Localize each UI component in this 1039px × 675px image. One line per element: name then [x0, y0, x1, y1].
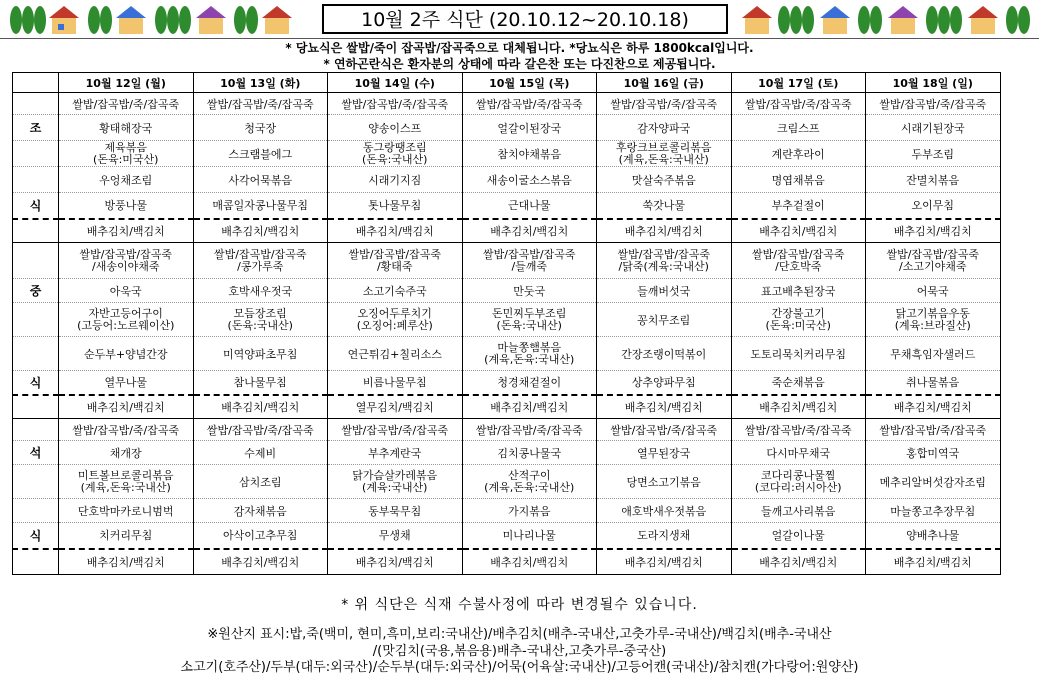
menu-cell: 도토리묵치커리무침 [731, 337, 866, 371]
meal-label-spacer [13, 395, 59, 419]
day-header: 10월 16일 (금) [597, 73, 732, 93]
menu-cell: 오이무침 [866, 193, 1001, 219]
day-header: 10월 14일 (수) [328, 73, 463, 93]
origin-line-2: /(맛김치(국용,볶음용)배추-국내산,고춧가루-중국산) [372, 644, 667, 659]
menu-cell: 죽순채볶음 [731, 371, 866, 395]
day-header: 10월 15일 (목) [462, 73, 597, 93]
menu-cell: 산적구이 (계육,돈육:국내산) [462, 465, 597, 499]
menu-cell: 호박새우젓국 [193, 279, 328, 303]
meal-label-bottom: 식 [13, 523, 59, 549]
menu-cell: 두부조림 [866, 141, 1001, 167]
menu-cell: 비름나물무침 [328, 371, 463, 395]
diabetic-note: * 당뇨식은 쌀밥/죽이 잡곡밥/잡곡죽으로 대체됩니다. *당뇨식은 하루 1800kcal입니다. [285, 41, 754, 55]
day-header: 10월 18일 (일) [866, 73, 1001, 93]
menu-cell: 동그랑땡조림 (돈육:국내산) [328, 141, 463, 167]
menu-cell: 배추김치/백김치 [462, 395, 597, 419]
village-decoration [4, 0, 304, 38]
menu-cell: 얼갈이된장국 [462, 115, 597, 141]
menu-cell: 꽁치무조림 [597, 303, 732, 337]
menu-cell: 코다리콩나물찜 (코다리:러시아산) [731, 465, 866, 499]
menu-row [13, 337, 1001, 371]
menu-cell: 쌀밥/잡곡밥/죽/잡곡죽 [328, 419, 463, 441]
menu-cell: 쌀밥/잡곡밥/죽/잡곡죽 [731, 419, 866, 441]
menu-cell: 맛살숙주볶음 [597, 167, 732, 193]
menu-cell: 쌀밥/잡곡밥/잡곡죽 /소고기야채죽 [866, 243, 1001, 279]
menu-cell: 쌀밥/잡곡밥/죽/잡곡죽 [59, 419, 194, 441]
meal-label-spacer [13, 337, 59, 371]
menu-cell: 어묵국 [866, 279, 1001, 303]
village-decoration-right [740, 0, 1036, 38]
menu-cell: 쌀밥/잡곡밥/잡곡죽 /콩가루죽 [193, 243, 328, 279]
change-notice: * 위 식단은 식재 수불사정에 따라 변경될수 있습니다. [341, 597, 698, 613]
menu-cell: 방풍나물 [59, 193, 194, 219]
menu-cell: 쌀밥/잡곡밥/죽/잡곡죽 [59, 93, 194, 115]
menu-cell: 배추김치/백김치 [193, 219, 328, 243]
menu-cell: 미역양파초무침 [193, 337, 328, 371]
menu-cell: 근대나물 [462, 193, 597, 219]
menu-cell: 배추김치/백김치 [462, 549, 597, 575]
menu-cell: 제육볶음 (돈육:미국산) [59, 141, 194, 167]
menu-cell: 아욱국 [59, 279, 194, 303]
header-banner [0, 0, 1039, 40]
meal-label-spacer [13, 419, 59, 441]
day-header: 10월 12일 (월) [59, 73, 194, 93]
menu-row [13, 371, 1001, 395]
menu-cell: 청경채겉절이 [462, 371, 597, 395]
menu-cell: 열무김치/백김치 [328, 395, 463, 419]
menu-cell: 명엽채볶음 [731, 167, 866, 193]
menu-cell: 배추김치/백김치 [731, 395, 866, 419]
menu-cell: 시래기지짐 [328, 167, 463, 193]
menu-cell: 간장불고기 (돈육:미국산) [731, 303, 866, 337]
meal-label-top: 중 [13, 279, 59, 303]
origin-line-3: 소고기(호주산)/두부(대두:외국산)/순두부(대두:외국산)/어묵(어육살:국내산)/고등어캔(국내산)/참치캔(가다랑어:원양산) [180, 660, 859, 675]
meal-label-spacer [13, 549, 59, 575]
menu-cell: 닭가슴살카레볶음 (계육:국내산) [328, 465, 463, 499]
menu-cell: 배추김치/백김치 [597, 549, 732, 575]
menu-cell: 김치콩나물국 [462, 441, 597, 465]
meal-label-spacer [13, 499, 59, 523]
menu-row [13, 141, 1001, 167]
menu-cell: 황태해장국 [59, 115, 194, 141]
menu-cell: 마늘쫑고추장무침 [866, 499, 1001, 523]
corner-cell [13, 73, 59, 93]
menu-cell: 배추김치/백김치 [462, 219, 597, 243]
menu-cell: 당면소고기볶음 [597, 465, 732, 499]
menu-cell: 홍합미역국 [866, 441, 1001, 465]
menu-row [13, 395, 1001, 419]
meal-label-spacer [13, 303, 59, 337]
menu-cell: 쌀밥/잡곡밥/죽/잡곡죽 [328, 93, 463, 115]
menu-cell: 쌀밥/잡곡밥/잡곡죽 /들깨죽 [462, 243, 597, 279]
menu-cell: 들깨버섯국 [597, 279, 732, 303]
weekly-menu-table [12, 72, 1001, 575]
menu-cell: 단호박마카로니범벅 [59, 499, 194, 523]
menu-cell: 배추김치/백김치 [59, 395, 194, 419]
menu-cell: 열무된장국 [597, 441, 732, 465]
menu-cell: 스크램블에그 [193, 141, 328, 167]
meal-label-spacer [13, 167, 59, 193]
meal-label-top: 조 [13, 115, 59, 141]
menu-cell: 미나리나물 [462, 523, 597, 549]
meal-label-top: 석 [13, 441, 59, 465]
menu-cell: 도라지생채 [597, 523, 732, 549]
menu-cell: 쌀밥/잡곡밥/죽/잡곡죽 [731, 93, 866, 115]
menu-row [13, 279, 1001, 303]
menu-cell: 후랑크브로콜리볶음 (계육,돈육:국내산) [597, 141, 732, 167]
menu-cell: 채개장 [59, 441, 194, 465]
menu-cell: 배추김치/백김치 [59, 549, 194, 575]
menu-cell: 표고배추된장국 [731, 279, 866, 303]
menu-cell: 애호박새우젓볶음 [597, 499, 732, 523]
menu-cell: 쌀밥/잡곡밥/잡곡죽 /단호박죽 [731, 243, 866, 279]
menu-cell: 수제비 [193, 441, 328, 465]
menu-cell: 참치야채볶음 [462, 141, 597, 167]
meal-label-bottom: 식 [13, 193, 59, 219]
menu-cell: 연근튀김+칠리소스 [328, 337, 463, 371]
menu-cell: 닭고기볶음우동 (계육:브라질산) [866, 303, 1001, 337]
menu-cell: 쌀밥/잡곡밥/잡곡죽 /황태죽 [328, 243, 463, 279]
menu-cell: 배추김치/백김치 [193, 549, 328, 575]
menu-row [13, 419, 1001, 441]
menu-cell: 사각어묵볶음 [193, 167, 328, 193]
menu-row [13, 93, 1001, 115]
menu-cell: 자반고등어구이 (고등어:노르웨이산) [59, 303, 194, 337]
menu-cell: 쌀밥/잡곡밥/죽/잡곡죽 [866, 93, 1001, 115]
meal-label-bottom: 식 [13, 371, 59, 395]
menu-cell: 계란후라이 [731, 141, 866, 167]
menu-row [13, 219, 1001, 243]
menu-row [13, 441, 1001, 465]
menu-cell: 부추겉절이 [731, 193, 866, 219]
menu-cell: 시래기된장국 [866, 115, 1001, 141]
menu-cell: 배추김치/백김치 [731, 549, 866, 575]
menu-cell: 배추김치/백김치 [193, 395, 328, 419]
page-title: 10월 2주 식단 (20.10.12~20.10.18) [322, 4, 728, 34]
menu-cell: 오징어두루치기 (오징어:페루산) [328, 303, 463, 337]
menu-cell: 배추김치/백김치 [328, 219, 463, 243]
menu-cell: 순두부+양념간장 [59, 337, 194, 371]
menu-cell: 쌀밥/잡곡밥/죽/잡곡죽 [866, 419, 1001, 441]
menu-cell: 배추김치/백김치 [866, 549, 1001, 575]
menu-cell: 감자양파국 [597, 115, 732, 141]
menu-cell: 배추김치/백김치 [597, 219, 732, 243]
menu-cell: 청국장 [193, 115, 328, 141]
menu-cell: 미트볼브로콜리볶음 (계육,돈육:국내산) [59, 465, 194, 499]
menu-cell: 무채흑임자샐러드 [866, 337, 1001, 371]
menu-cell: 모듬장조림 (돈육:국내산) [193, 303, 328, 337]
meal-label-spacer [13, 243, 59, 279]
menu-cell: 돈민찌두부조림 (돈육:국내산) [462, 303, 597, 337]
menu-row [13, 465, 1001, 499]
menu-cell: 가지볶음 [462, 499, 597, 523]
menu-cell: 양배추나물 [866, 523, 1001, 549]
menu-cell: 배추김치/백김치 [597, 395, 732, 419]
menu-cell: 들깨고사리볶음 [731, 499, 866, 523]
menu-cell: 배추김치/백김치 [731, 219, 866, 243]
day-header-row [13, 73, 1001, 93]
menu-cell: 마늘쫑햄볶음 (계육,돈육:국내산) [462, 337, 597, 371]
menu-cell: 배추김치/백김치 [866, 395, 1001, 419]
menu-cell: 배추김치/백김치 [866, 219, 1001, 243]
menu-cell: 쌀밥/잡곡밥/잡곡죽 /닭죽(계육:국내산) [597, 243, 732, 279]
menu-cell: 매콤일자콩나물무침 [193, 193, 328, 219]
day-header: 10월 17일 (토) [731, 73, 866, 93]
menu-row [13, 499, 1001, 523]
menu-cell: 새송이굴소스볶음 [462, 167, 597, 193]
menu-cell: 쌀밥/잡곡밥/죽/잡곡죽 [193, 93, 328, 115]
menu-cell: 간장조랭이떡볶이 [597, 337, 732, 371]
menu-cell: 쌀밥/잡곡밥/죽/잡곡죽 [193, 419, 328, 441]
menu-cell: 톳나물무침 [328, 193, 463, 219]
menu-cell: 취나물볶음 [866, 371, 1001, 395]
meal-label-spacer [13, 141, 59, 167]
menu-row [13, 243, 1001, 279]
menu-cell: 쌀밥/잡곡밥/죽/잡곡죽 [462, 93, 597, 115]
menu-row [13, 549, 1001, 575]
meal-label-spacer [13, 219, 59, 243]
menu-cell: 감자채볶음 [193, 499, 328, 523]
menu-cell: 치커리무침 [59, 523, 194, 549]
menu-cell: 상추양파무침 [597, 371, 732, 395]
meal-label-spacer [13, 465, 59, 499]
menu-cell: 부추계란국 [328, 441, 463, 465]
menu-row [13, 303, 1001, 337]
day-header: 10월 13일 (화) [193, 73, 328, 93]
menu-cell: 양송이스프 [328, 115, 463, 141]
menu-cell: 배추김치/백김치 [328, 549, 463, 575]
menu-cell: 쌀밥/잡곡밥/잡곡죽 /새송이야채죽 [59, 243, 194, 279]
menu-cell: 삼치조림 [193, 465, 328, 499]
menu-cell: 메추리알버섯감자조림 [866, 465, 1001, 499]
menu-cell: 아삭이고추무침 [193, 523, 328, 549]
menu-cell: 잔멸치볶음 [866, 167, 1001, 193]
menu-row [13, 193, 1001, 219]
meal-label-spacer [13, 93, 59, 115]
menu-cell: 크림스프 [731, 115, 866, 141]
menu-cell: 배추김치/백김치 [59, 219, 194, 243]
menu-cell: 무생채 [328, 523, 463, 549]
menu-cell: 쑥갓나물 [597, 193, 732, 219]
menu-cell: 동부묵무침 [328, 499, 463, 523]
menu-cell: 얼갈이나물 [731, 523, 866, 549]
menu-cell: 쌀밥/잡곡밥/죽/잡곡죽 [462, 419, 597, 441]
menu-row [13, 167, 1001, 193]
menu-row [13, 523, 1001, 549]
menu-cell: 만둣국 [462, 279, 597, 303]
dysphagia-note: * 연하곤란식은 환자분의 상태에 따라 갈은찬 또는 다진찬으로 제공됩니다. [323, 57, 716, 71]
menu-cell: 참나물무침 [193, 371, 328, 395]
menu-cell: 우엉채조림 [59, 167, 194, 193]
header-divider [0, 38, 1039, 39]
menu-row [13, 115, 1001, 141]
menu-cell: 쌀밥/잡곡밥/죽/잡곡죽 [597, 93, 732, 115]
menu-cell: 쌀밥/잡곡밥/죽/잡곡죽 [597, 419, 732, 441]
menu-cell: 소고기숙주국 [328, 279, 463, 303]
menu-cell: 다시마무채국 [731, 441, 866, 465]
origin-line-1: ※원산지 표시:밥,죽(백미, 현미,흑미,보리:국내산)/배추김치(배추-국내산,고춧가루-국내산)/백김치(배추-국내산 [207, 627, 832, 642]
menu-cell: 열무나물 [59, 371, 194, 395]
